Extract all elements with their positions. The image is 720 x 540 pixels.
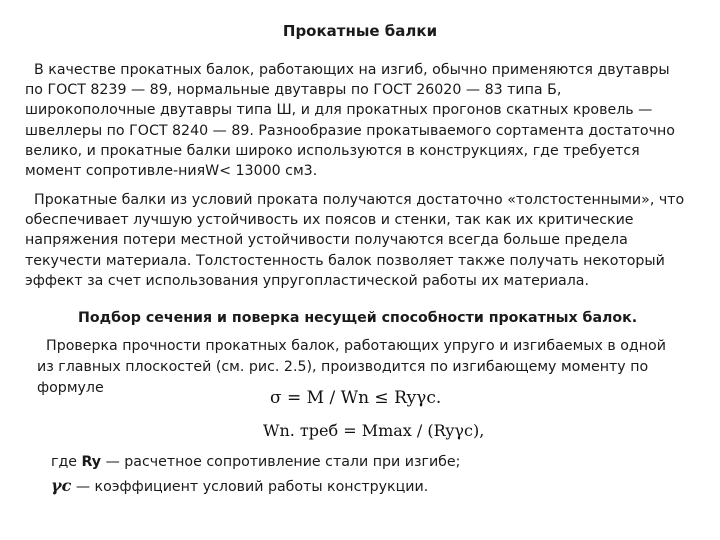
text-line: велико, и прокатные балки широко используются в конструкциях, где требуется — [25, 142, 640, 159]
text-line: обеспечивает лучшую устойчивость их поясов и стенки, так как их критические — [25, 212, 634, 229]
formula-stress: σ = M / Wn ≤ Ryγc. — [270, 388, 442, 408]
text-line: напряжения потери местной устойчивости получаются всегда больше предела — [25, 232, 628, 249]
text-line: Проверка прочности прокатных балок, работающих упруго и изгибаемых в одной — [37, 338, 666, 354]
legend-line-ry — [51, 450, 460, 474]
text-line: В качестве прокатных балок, работающих на изгиб, обычно применяются двутавры — [25, 62, 670, 78]
text-line: эффект за счет использования упругопластической работы их материала. — [25, 272, 590, 289]
text-line: из главных плоскостей (см. рис. 2.5), производится по изгибающему моменту по — [37, 359, 649, 375]
section-subtitle: Подбор сечения и поверка несущей способности прокатных балок. — [78, 310, 638, 326]
legend-prefix: где — [51, 454, 82, 470]
document-title: Прокатные балки — [282, 22, 438, 40]
text-line: Прокатные балки из условий проката получаются достаточно «толстостенными», что — [25, 192, 685, 208]
legend-text-ry: — расчетное сопротивление стали при изгибе; — [101, 454, 461, 470]
symbol-ry: Ry — [81, 454, 102, 470]
formula-required-modulus: Wn. треб = Mmax / (Ryγc), — [263, 421, 485, 440]
text-line: широкополочные двутавры типа Ш, и для прокатных прогонов скатных кровель — — [25, 102, 653, 119]
symbol-gamma-c: γc — [51, 476, 72, 495]
paragraph-thick-walled — [25, 190, 684, 291]
legend-line-gamma — [51, 474, 460, 499]
text-line: текучести материала. Толстостенность балок позволяет также получать некоторый — [25, 252, 665, 269]
text-line: формуле — [37, 380, 104, 396]
text-line: швеллеры по ГОСТ 8240 — 89. Разнообразие прокатываемого сортамента достаточно — [25, 122, 675, 139]
legend-text-gamma: — коэффициент условий работы конструкции. — [71, 479, 429, 495]
text-line: момент сопротивле-нияW< 13000 см3. — [25, 163, 318, 180]
paragraph-rolled-beams-intro — [25, 60, 675, 181]
formula-legend — [51, 450, 460, 499]
text-line: по ГОСТ 8239 — 89, нормальные двутавры по ГОСТ 26020 — 83 типа Б, — [25, 82, 562, 99]
